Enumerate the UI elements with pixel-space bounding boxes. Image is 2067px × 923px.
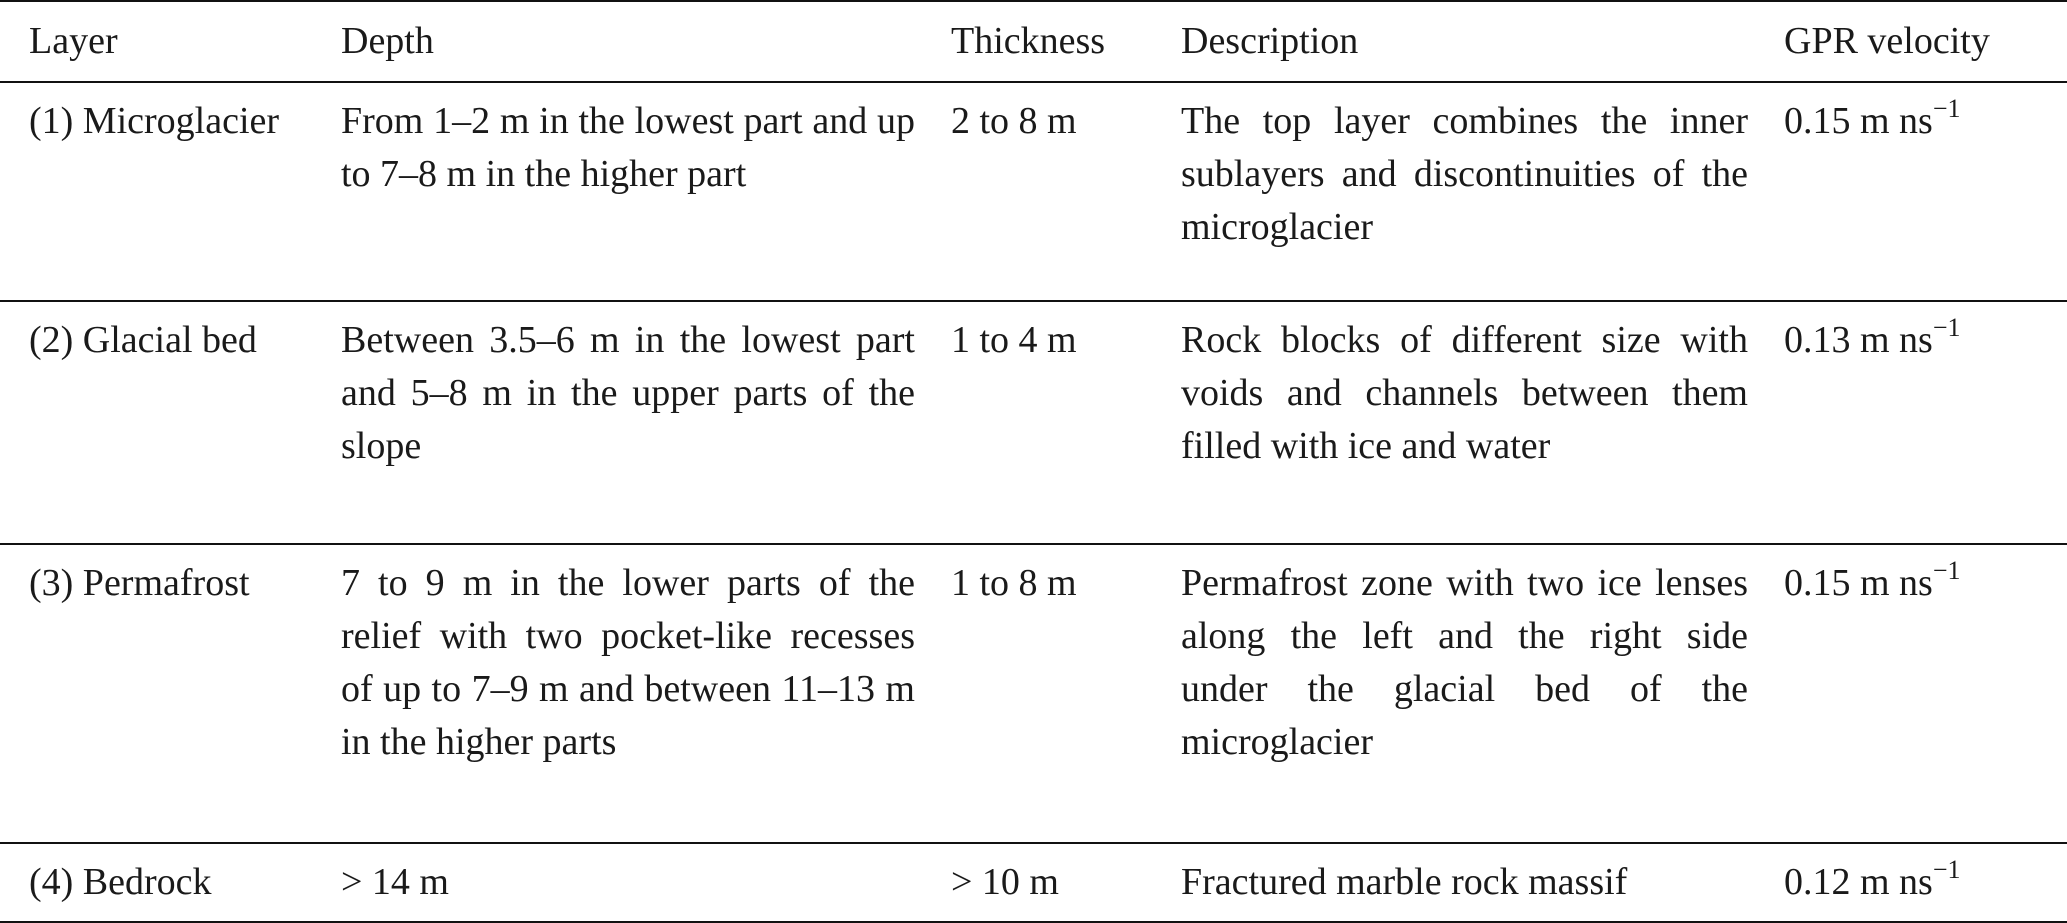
velocity-exponent: −1: [1932, 94, 1961, 123]
cell-gpr-velocity: [1784, 544, 2067, 843]
header-layer: Layer: [0, 1, 341, 82]
cell-depth: From 1–2 m in the lowest part and up to 7–8 m in the higher part: [341, 82, 951, 301]
cell-gpr-velocity: [1784, 301, 2067, 544]
cell-layer: (1) Microglacier: [0, 82, 341, 301]
header-gpr-velocity: GPR velocity: [1784, 1, 2067, 82]
cell-layer: (4) Bedrock: [0, 843, 341, 922]
header-description: Description: [1181, 1, 1784, 82]
cell-description: Permafrost zone with two ice lenses along the left and the right side under the glacial bed of the microglacier: [1181, 544, 1784, 843]
cell-gpr-velocity: [1784, 82, 2067, 301]
velocity-value: 0.13 m ns: [1784, 319, 1933, 361]
table-header-row: [0, 1, 2067, 82]
cell-layer: (3) Permafrost: [0, 544, 341, 843]
cell-thickness: > 10 m: [951, 843, 1181, 922]
velocity-exponent: −1: [1932, 313, 1961, 342]
cell-description: Rock blocks of different size with voids and channels between them filled with ice and water: [1181, 301, 1784, 544]
table-row: [0, 843, 2067, 922]
header-depth: Depth: [341, 1, 951, 82]
header-thickness: Thickness: [951, 1, 1181, 82]
velocity-value: 0.15 m ns: [1784, 562, 1933, 604]
velocity-value: 0.15 m ns: [1784, 100, 1933, 142]
velocity-exponent: −1: [1932, 556, 1961, 585]
cell-thickness: 1 to 8 m: [951, 544, 1181, 843]
cell-thickness: 2 to 8 m: [951, 82, 1181, 301]
cell-description: Fractured marble rock massif: [1181, 843, 1784, 922]
table-row: [0, 82, 2067, 301]
cell-depth: > 14 m: [341, 843, 951, 922]
cell-description: The top layer combines the inner sublayers and discontinuities of the microglacier: [1181, 82, 1784, 301]
table-row: [0, 544, 2067, 843]
cell-depth: Between 3.5–6 m in the lowest part and 5–8 m in the upper parts of the slope: [341, 301, 951, 544]
table-row: [0, 301, 2067, 544]
velocity-value: 0.12 m ns: [1784, 861, 1933, 903]
cell-gpr-velocity: [1784, 843, 2067, 922]
cell-thickness: 1 to 4 m: [951, 301, 1181, 544]
cell-depth: 7 to 9 m in the lower parts of the relief with two pocket-like recesses of up to 7–9 m and between 11–13 m in the higher parts: [341, 544, 951, 843]
cell-layer: (2) Glacial bed: [0, 301, 341, 544]
velocity-exponent: −1: [1932, 855, 1961, 884]
